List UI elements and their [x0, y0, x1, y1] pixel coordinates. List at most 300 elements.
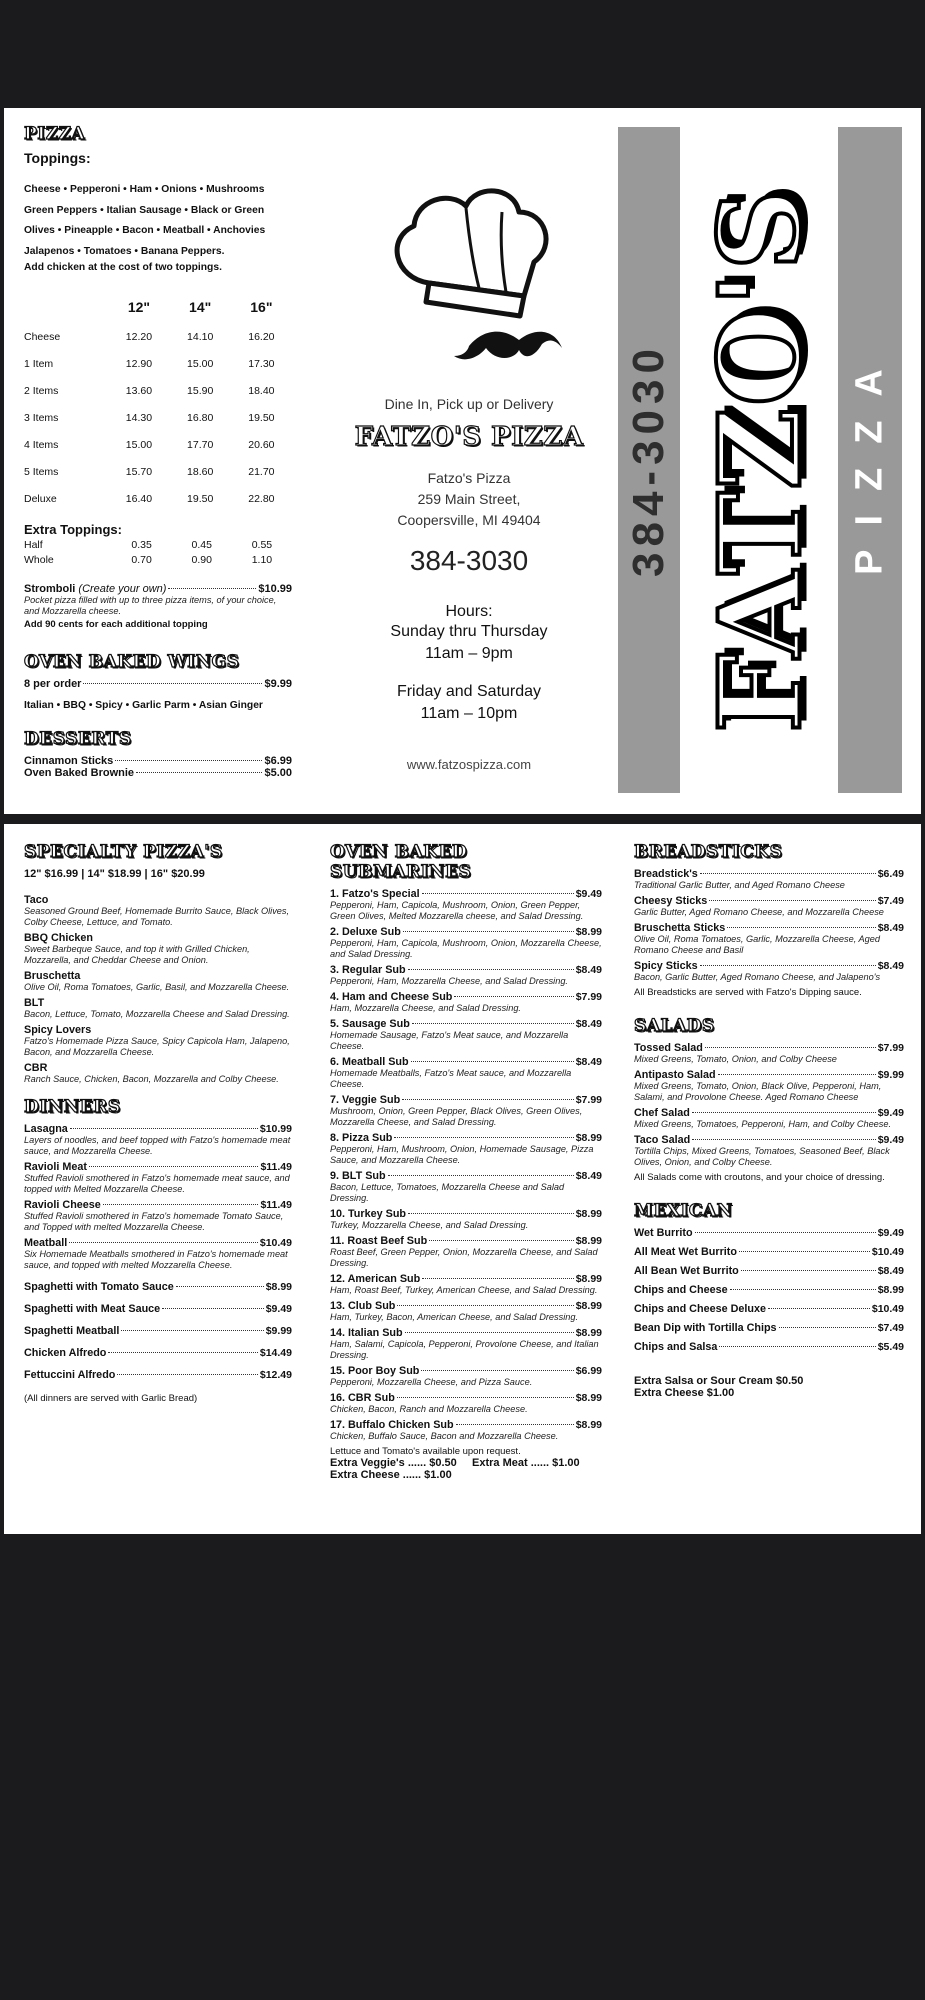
table-row	[24, 323, 292, 350]
dot-leader	[397, 1305, 573, 1306]
list-item	[634, 960, 904, 983]
item-price: $11.49	[260, 1199, 292, 1211]
item-description: Ranch Sauce, Chicken, Bacon, Mozzarella and Colby Cheese.	[24, 1074, 279, 1084]
item-price: $8.49	[575, 964, 602, 976]
list-item	[24, 1237, 292, 1271]
vertical-pizza-label: PIZZA	[848, 345, 891, 575]
item-description: Stuffed Ravioli smothered in Fatzo's homemade Tomato Sauce, and Topped with melted Mozzarella Cheese.	[24, 1211, 284, 1232]
list-item	[634, 1227, 904, 1239]
pizza-strip	[838, 127, 902, 793]
salads-section	[634, 1016, 904, 1183]
item-price: $9.49	[877, 1227, 904, 1239]
stromboli-note: (Create your own)	[78, 583, 167, 595]
specialty-heading: SPECIALTY PIZZA'S	[24, 842, 223, 862]
row-label: 1 Item	[24, 357, 54, 370]
dot-leader	[136, 772, 262, 773]
item-name: 17. Buffalo Chicken Sub	[330, 1419, 454, 1431]
item-description: Pepperoni, Ham, Capicola, Mushroom, Onion, Green Pepper, Green Olives, Melted Mozzarella cheese, and Salad Dressing.	[330, 900, 584, 921]
mexican-extras	[634, 1375, 904, 1399]
phone-strip	[618, 127, 680, 793]
salads-heading: SALADS	[634, 1016, 715, 1036]
list-item	[330, 1018, 602, 1052]
item-price: $8.49	[575, 1056, 602, 1068]
dot-leader	[709, 900, 875, 901]
list-item	[634, 1322, 904, 1334]
breadsticks-heading: BREADSTICKS	[634, 842, 783, 862]
list-item	[24, 1161, 292, 1195]
hours-times: 11am – 10pm	[420, 705, 518, 722]
item-description: Traditional Garlic Butter, and Aged Romano Cheese	[634, 880, 845, 890]
item-name: Cheesy Sticks	[634, 895, 708, 907]
item-description: Homemade Sausage, Fatzo's Meat sauce, and Mozzarella Cheese.	[330, 1030, 569, 1051]
price-cell: 1.10	[251, 553, 273, 566]
item-name: 9. BLT Sub	[330, 1170, 386, 1182]
item-description: Ham, Mozzarella Cheese, and Salad Dressing.	[330, 1003, 521, 1013]
price-cell: 0.45	[191, 538, 212, 551]
item-description: Homemade Meatballs, Fatzo's Meat sauce, and Mozzarella Cheese.	[330, 1068, 572, 1089]
list-item	[330, 888, 602, 922]
item-price: $6.99	[575, 1365, 602, 1377]
restaurant-name: FATZO'S PIZZA	[354, 422, 584, 452]
hours-times: 11am – 9pm	[425, 645, 513, 662]
price-cell: 16.80	[187, 411, 214, 424]
item-name: All Bean Wet Burrito	[634, 1265, 739, 1277]
item-price: $9.49	[877, 1134, 904, 1146]
price-cell: 0.70	[131, 553, 152, 566]
item-name: 7. Veggie Sub	[330, 1094, 401, 1106]
phone-number: 384-3030	[409, 545, 529, 576]
subs-list	[330, 888, 602, 1442]
price-cell: 14.30	[125, 411, 153, 424]
list-item	[634, 1265, 904, 1277]
item-description: Garlic Butter, Aged Romano Cheese, and Mozzarella Cheese	[634, 907, 884, 917]
item-price: $8.99	[575, 1208, 602, 1220]
item-name: Meatball	[24, 1237, 68, 1249]
dot-leader	[422, 893, 574, 894]
item-description: Chicken, Bacon, Ranch and Mozzarella Cheese.	[330, 1404, 528, 1414]
wings-item	[24, 678, 292, 690]
item-price: $5.00	[264, 767, 292, 779]
item-name: All Meat Wet Burrito	[634, 1246, 737, 1258]
dinner-list	[24, 1123, 292, 1271]
subs-heading: OVEN BAKED SUBMARINES	[330, 842, 472, 882]
subs-extras	[330, 1457, 602, 1469]
list-item	[330, 1273, 602, 1296]
subs-note: Lettuce and Tomato's available upon request.	[330, 1446, 521, 1457]
info-section	[324, 178, 614, 772]
list-item	[330, 1300, 602, 1323]
dot-leader	[69, 1242, 258, 1243]
list-item	[24, 1303, 292, 1315]
item-name: CBR	[24, 1062, 48, 1074]
price-cell: 13.60	[125, 384, 153, 397]
list-item	[330, 1419, 602, 1442]
dot-leader	[700, 873, 876, 874]
item-name: Lasagna	[24, 1123, 68, 1135]
dot-leader	[397, 1397, 574, 1398]
list-item	[634, 1341, 904, 1353]
item-name: 3. Regular Sub	[330, 964, 406, 976]
item-price: $10.49	[259, 1237, 292, 1249]
address-line: Coopersville, MI 49404	[397, 512, 541, 528]
item-description: Stuffed Ravioli smothered in Fatzo's homemade meat sauce, and topped with Melted Mozzarella Cheese.	[24, 1173, 290, 1194]
item-price: $9.99	[877, 1069, 904, 1081]
service-options: Dine In, Pick up or Delivery	[384, 396, 554, 412]
price-cell: 15.70	[125, 465, 153, 478]
item-name: 4. Ham and Cheese Sub	[330, 991, 453, 1003]
table-row	[24, 552, 292, 567]
list-item	[24, 755, 292, 767]
pizza-heading: PIZZA	[24, 124, 86, 144]
dot-leader	[162, 1308, 264, 1309]
item-price: $5.49	[877, 1341, 904, 1353]
row-label: Half	[24, 538, 43, 551]
row-label: Whole	[24, 553, 54, 566]
table-row	[24, 537, 292, 552]
mexican-section	[634, 1201, 904, 1399]
item-name: Antipasto Salad	[634, 1069, 716, 1081]
dot-leader	[168, 588, 256, 589]
list-item	[24, 970, 292, 993]
list-item	[24, 767, 292, 779]
item-price: $10.49	[871, 1246, 904, 1258]
dot-leader	[695, 1232, 876, 1233]
list-item	[330, 1392, 602, 1415]
item-description: Seasoned Ground Beef, Homemade Burrito Sauce, Black Olives, Colby Cheese, Lettuce, and Tomato.	[24, 906, 290, 927]
wings-heading: OVEN BAKED WINGS	[24, 652, 240, 672]
dot-leader	[103, 1204, 259, 1205]
vertical-phone: 384-3030	[624, 343, 673, 577]
list-item	[634, 1303, 904, 1315]
table-row	[24, 458, 292, 485]
stromboli-item	[24, 583, 292, 595]
dot-leader	[70, 1128, 258, 1129]
item-name: Bean Dip with Tortilla Chips	[634, 1322, 777, 1334]
item-description: Pepperoni, Mozzarella Cheese, and Pizza Sauce.	[330, 1377, 533, 1387]
list-item	[634, 1246, 904, 1258]
item-description: Pepperoni, Ham, Mozzarella Cheese, and Salad Dressing.	[330, 976, 568, 986]
item-name: 14. Italian Sub	[330, 1327, 403, 1339]
item-name: 10. Turkey Sub	[330, 1208, 407, 1220]
address	[324, 468, 614, 531]
breadsticks-note: All Breadsticks are served with Fatzo's Dipping sauce.	[634, 987, 862, 998]
specialty-sizes: 12" $16.99 | 14" $18.99 | 16" $20.99	[24, 868, 205, 880]
list-item	[634, 895, 904, 918]
item-name: Fettuccini Alfredo	[24, 1369, 116, 1381]
price-cell: 16.40	[125, 492, 153, 505]
wings-line: 8 per order	[24, 678, 82, 690]
dinners-note: (All dinners are served with Garlic Bread)	[24, 1393, 198, 1404]
dot-leader	[108, 1352, 257, 1353]
hours-title: Hours:	[445, 603, 493, 620]
list-item	[24, 1281, 292, 1293]
extra-toppings-title: Extra Toppings:	[24, 522, 122, 537]
list-item	[24, 1347, 292, 1359]
item-description: Ham, Salami, Capicola, Pepperoni, Provolone Cheese, and Italian Dressing.	[330, 1339, 599, 1360]
item-name: Wet Burrito	[634, 1227, 693, 1239]
list-item	[330, 1327, 602, 1361]
price-cell: 21.70	[248, 465, 275, 478]
item-name: Breadstick's	[634, 868, 698, 880]
breadsticks-list	[634, 868, 904, 983]
table-row	[24, 404, 292, 431]
table-row	[24, 431, 292, 458]
item-name: BLT	[24, 997, 45, 1009]
item-description: Ham, Roast Beef, Turkey, American Cheese, and Salad Dressing.	[330, 1285, 598, 1295]
toppings-title: Toppings:	[24, 150, 91, 166]
desserts-section	[24, 729, 292, 779]
dot-leader	[727, 927, 876, 928]
list-item	[24, 1062, 292, 1085]
item-description: Bacon, Garlic Butter, Aged Romano Cheese, and Jalapeno's	[634, 972, 881, 982]
dot-leader	[408, 969, 574, 970]
item-price: $8.49	[575, 1170, 602, 1182]
mexican-heading: MEXICAN	[634, 1201, 733, 1221]
stromboli-name: Stromboli	[24, 583, 76, 595]
item-price: $8.99	[575, 1327, 602, 1339]
item-price: $8.49	[877, 1265, 904, 1277]
price-cell: 12.20	[125, 330, 153, 343]
row-label: 5 Items	[24, 465, 59, 478]
item-price: $10.49	[871, 1303, 904, 1315]
item-description: Turkey, Mozzarella Cheese, and Salad Dressing.	[330, 1220, 529, 1230]
price-table-header	[24, 299, 292, 323]
item-name: 5. Sausage Sub	[330, 1018, 410, 1030]
size-header: 12"	[127, 299, 151, 315]
item-price: $9.49	[575, 888, 602, 900]
dot-leader	[739, 1251, 870, 1252]
item-name: Bruschetta	[24, 970, 81, 982]
item-name: BBQ Chicken	[24, 932, 93, 944]
wings-section	[24, 652, 292, 711]
item-price: $8.99	[877, 1284, 904, 1296]
list-item	[634, 922, 904, 956]
price-cell: 19.50	[248, 411, 275, 424]
item-price: $8.99	[575, 1273, 602, 1285]
dot-leader	[779, 1327, 876, 1328]
dot-leader	[730, 1289, 876, 1290]
fatzos-logo: FATZO'S	[695, 187, 827, 733]
list-item	[24, 894, 292, 928]
size-header: 16"	[250, 299, 273, 315]
item-description: Sweet Barbeque Sauce, and top it with Grilled Chicken, Mozzarella, and Cheddar Cheese and Onion.	[24, 944, 250, 965]
dot-leader	[388, 1175, 574, 1176]
extra-salsa: Extra Salsa or Sour Cream $0.50	[634, 1375, 804, 1387]
stromboli-price: $10.99	[258, 583, 292, 595]
table-row	[24, 485, 292, 512]
salads-list	[634, 1042, 904, 1168]
dot-leader	[456, 1424, 574, 1425]
item-price: $8.99	[575, 1419, 602, 1431]
menu-inside-panel	[4, 824, 921, 1534]
price-cell: 15.90	[187, 384, 214, 397]
dot-leader	[89, 1166, 258, 1167]
item-name: Spaghetti with Tomato Sauce	[24, 1281, 174, 1293]
item-description: Mixed Greens, Tomato, Onion, and Colby Cheese	[634, 1054, 837, 1064]
item-description: Fatzo's Homemade Pizza Sauce, Spicy Capicola Ham, Jalapeno, Bacon, and Mozzarella Cheese.	[24, 1036, 290, 1057]
list-item	[634, 1042, 904, 1065]
subs-column	[330, 842, 602, 1481]
item-description: Pepperoni, Ham, Mushroom, Onion, Homemade Sausage, Pizza Sauce, and Mozzarella Cheese.	[330, 1144, 594, 1165]
list-item	[634, 1107, 904, 1130]
extra-cheese: Extra Cheese ...... $1.00	[330, 1469, 452, 1481]
price-cell: 0.90	[191, 553, 212, 566]
list-item	[24, 1199, 292, 1233]
list-item	[330, 926, 602, 960]
item-name: Chips and Cheese Deluxe	[634, 1303, 767, 1315]
item-name: Chips and Salsa	[634, 1341, 718, 1353]
dinner-simple-list	[24, 1281, 292, 1381]
item-price: $8.99	[265, 1281, 292, 1293]
dot-leader	[402, 1099, 574, 1100]
item-name: Oven Baked Brownie	[24, 767, 135, 779]
stromboli-desc: Pocket pizza filled with up to three pizza items, of your choice, and Mozzarella cheese.	[24, 595, 277, 616]
item-price: $8.99	[575, 1235, 602, 1247]
dot-leader	[741, 1270, 876, 1271]
website-link[interactable]: www.fatzospizza.com	[406, 757, 532, 772]
item-price: $14.49	[259, 1347, 292, 1359]
item-name: 2. Deluxe Sub	[330, 926, 401, 938]
dot-leader	[692, 1112, 876, 1113]
dot-leader	[422, 1278, 574, 1279]
item-name: 12. American Sub	[330, 1273, 421, 1285]
price-cell: 16.20	[248, 330, 275, 343]
dot-leader	[121, 1330, 263, 1331]
item-price: $11.49	[260, 1161, 292, 1173]
list-item	[330, 991, 602, 1014]
item-price: $12.49	[259, 1369, 292, 1381]
dot-leader	[768, 1308, 870, 1309]
item-description: Roast Beef, Green Pepper, Onion, Mozzarella Cheese, and Salad Dressing.	[330, 1247, 598, 1268]
table-row	[24, 350, 292, 377]
list-item	[24, 1123, 292, 1157]
item-name: Taco Salad	[634, 1134, 691, 1146]
price-cell: 22.80	[248, 492, 275, 505]
list-item	[330, 1365, 602, 1388]
pizza-price-table	[24, 299, 292, 512]
item-name: 16. CBR Sub	[330, 1392, 395, 1404]
hours-days: Sunday thru Thursday	[390, 623, 548, 640]
dot-leader	[700, 965, 876, 966]
dot-leader	[117, 1374, 257, 1375]
item-name: Chips and Cheese	[634, 1284, 728, 1296]
list-item	[634, 1134, 904, 1168]
list-item	[330, 1094, 602, 1128]
menu-front-panel	[4, 108, 921, 814]
desserts-heading: DESSERTS	[24, 729, 132, 749]
item-name: Chicken Alfredo	[24, 1347, 107, 1359]
item-name: Spaghetti with Meat Sauce	[24, 1303, 161, 1315]
price-cell: 17.70	[187, 438, 214, 451]
dot-leader	[83, 683, 262, 684]
dot-leader	[405, 1332, 574, 1333]
item-description: Ham, Turkey, Bacon, American Cheese, and Salad Dressing.	[330, 1312, 579, 1322]
price-cell: 14.10	[187, 330, 214, 343]
item-name: Spicy Lovers	[24, 1024, 92, 1036]
list-item	[330, 1235, 602, 1269]
stromboli-extra: Add 90 cents for each additional topping	[24, 619, 208, 630]
item-description: Bacon, Lettuce, Tomato, Mozzarella Cheese and Salad Dressing.	[24, 1009, 290, 1019]
list-item	[634, 1069, 904, 1103]
dot-leader	[421, 1370, 573, 1371]
item-price: $8.99	[575, 1392, 602, 1404]
address-line: 259 Main Street,	[417, 491, 521, 507]
item-price: $7.99	[877, 1042, 904, 1054]
price-cell: 20.60	[248, 438, 275, 451]
wings-price: $9.99	[264, 678, 292, 690]
chef-hat-mustache-icon	[374, 178, 564, 378]
item-price: $8.49	[877, 960, 904, 972]
item-name: 15. Poor Boy Sub	[330, 1365, 420, 1377]
item-price: $8.49	[575, 1018, 602, 1030]
item-description: Six Homemade Meatballs smothered in Fatzo's homemade meat sauce, and topped with melted Mozzarella Cheese.	[24, 1249, 288, 1270]
row-label: 3 Items	[24, 411, 59, 424]
size-header: 14"	[189, 299, 212, 315]
dot-leader	[411, 1061, 574, 1062]
price-cell: 15.00	[125, 438, 153, 451]
wings-flavors: Italian • BBQ • Spicy • Garlic Parm • Asian Ginger	[24, 700, 263, 711]
item-price: $8.99	[575, 1132, 602, 1144]
row-label: 4 Items	[24, 438, 59, 451]
item-description: Pepperoni, Ham, Capicola, Mushroom, Onion, Mozzarella Cheese, and Salad Dressing.	[330, 938, 602, 959]
row-label: 2 Items	[24, 384, 59, 397]
item-price: $6.99	[264, 755, 292, 767]
dot-leader	[719, 1346, 875, 1347]
toppings-note: Add chicken at the cost of two toppings.	[24, 262, 222, 273]
extra-toppings-table	[24, 537, 292, 567]
item-description: Olive Oil, Roma Tomatoes, Garlic, Basil, and Mozzarella Cheese.	[24, 982, 290, 992]
toppings-list: Cheese • Pepperoni • Ham • Onions • Mushrooms Green Peppers • Italian Sausage • Black or Green Olives • Pineapple • Bacon • Meatball • Anchovies Jalapenos • Tomatoes • Banana Peppers.	[24, 184, 266, 257]
specialty-dinners-column	[24, 842, 292, 1404]
row-label: Deluxe	[24, 492, 57, 505]
item-description: Olive Oil, Roma Tomatoes, Garlic, Mozzarella Cheese, Aged Romano Cheese and Basil	[634, 934, 880, 955]
item-name: 11. Roast Beef Sub	[330, 1235, 428, 1247]
dot-leader	[454, 996, 573, 997]
item-description: Mixed Greens, Tomatoes, Pepperoni, Ham, and Colby Cheese.	[634, 1119, 892, 1129]
item-price: $7.49	[877, 1322, 904, 1334]
item-name: Tossed Salad	[634, 1042, 703, 1054]
price-cell: 18.40	[248, 384, 275, 397]
list-item	[24, 997, 292, 1020]
dot-leader	[408, 1213, 574, 1214]
item-description: Chicken, Buffalo Sauce, Bacon and Mozzarella Cheese.	[330, 1431, 559, 1441]
list-item	[330, 964, 602, 987]
list-item	[24, 1024, 292, 1058]
price-cell: 19.50	[187, 492, 214, 505]
address-line: Fatzo's Pizza	[427, 470, 511, 486]
item-price: $6.49	[877, 868, 904, 880]
price-cell: 15.00	[187, 357, 214, 370]
list-item	[634, 1284, 904, 1296]
specialty-list	[24, 894, 292, 1085]
item-name: Taco	[24, 894, 49, 906]
item-name: 13. Club Sub	[330, 1300, 396, 1312]
table-row	[24, 377, 292, 404]
dot-leader	[403, 931, 574, 932]
dinners-section	[24, 1097, 292, 1404]
list-item	[24, 1325, 292, 1337]
extra-veggie: Extra Veggie's ...... $0.50	[330, 1457, 457, 1469]
extra-meat: Extra Meat ...... $1.00	[472, 1457, 580, 1469]
dot-leader	[718, 1074, 876, 1075]
item-price: $9.99	[265, 1325, 292, 1337]
dinners-heading: DINNERS	[24, 1097, 121, 1117]
extra-cheese: Extra Cheese $1.00	[634, 1387, 735, 1399]
sides-column	[634, 842, 904, 1399]
item-description: Tortilla Chips, Mixed Greens, Tomatoes, Seasoned Beef, Black Olives, Onion, and Colby Cheese.	[634, 1146, 890, 1167]
item-name: Ravioli Meat	[24, 1161, 87, 1173]
item-name: Bruschetta Sticks	[634, 922, 726, 934]
